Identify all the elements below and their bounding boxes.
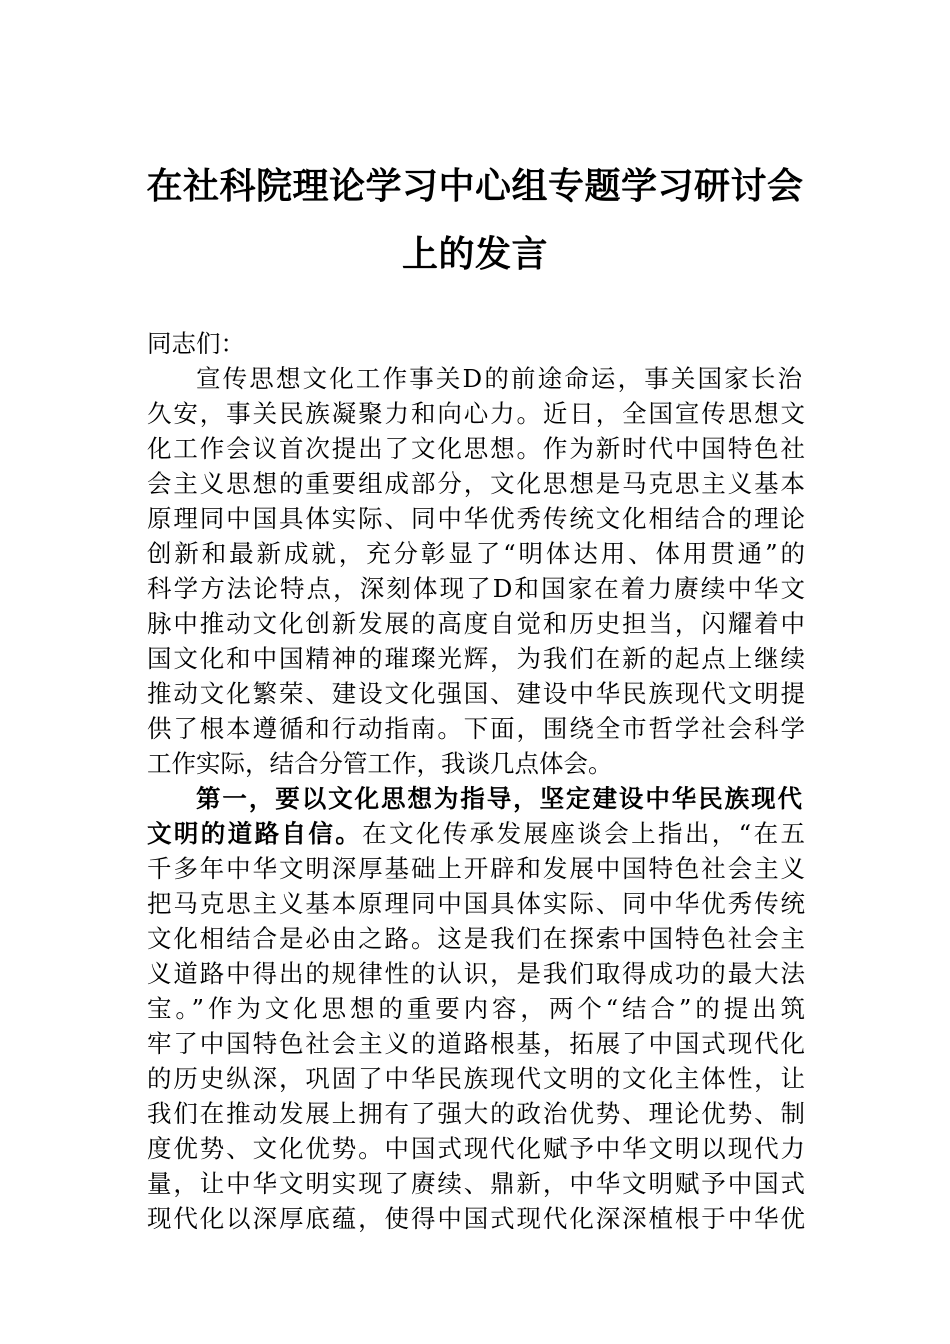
paragraph-1-line: 宣传思想文化工作事关D的前途命运，事关国家长治 bbox=[196, 364, 802, 393]
paragraph-1-line: 会主义思想的重要组成部分，文化思想是马克思主义基本 bbox=[147, 469, 805, 498]
paragraph-1-line: 推动文化繁荣、建设文化强国、建设中华民族现代文明提 bbox=[147, 679, 805, 708]
paragraph-2-heading-line-1: 第一，要以文化思想为指导，坚定建设中华民族现代 bbox=[196, 784, 802, 813]
paragraph-2-line: 牢了中国特色社会主义的道路根基，拓展了中国式现代化 bbox=[147, 1029, 805, 1058]
paragraph-1-line: 国文化和中国精神的璀璨光辉，为我们在新的起点上继续 bbox=[147, 644, 805, 673]
document-title-line-2: 上的发言 bbox=[401, 233, 548, 275]
paragraph-2-line: 的历史纵深，巩固了中华民族现代文明的文化主体性，让 bbox=[147, 1064, 805, 1093]
paragraph-1-line: 供了根本遵循和行动指南。下面，围绕全市哲学社会科学 bbox=[147, 714, 805, 743]
paragraph-2-line: 宝。”作为文化思想的重要内容，两个“结合”的提出筑 bbox=[147, 994, 805, 1023]
paragraph-2-line: 义道路中得出的规律性的认识，是我们取得成功的最大法 bbox=[147, 959, 805, 988]
paragraph-1-line: 化工作会议首次提出了文化思想。作为新时代中国特色社 bbox=[147, 434, 805, 463]
salutation: 同志们： bbox=[147, 329, 245, 358]
paragraph-2-line: 千多年中华文明深厚基础上开辟和发展中国特色社会主义 bbox=[147, 854, 805, 883]
document-title-line-1: 在社科院理论学习中心组专题学习研讨会 bbox=[146, 165, 804, 207]
paragraph-2-heading-bold: 文明的道路自信。 bbox=[147, 819, 363, 848]
paragraph-2-line: 我们在推动发展上拥有了强大的政治优势、理论优势、制 bbox=[147, 1099, 805, 1128]
paragraph-1-line: 科学方法论特点，深刻体现了D和国家在着力赓续中华文 bbox=[147, 574, 805, 603]
paragraph-2-line: 度优势、文化优势。中国式现代化赋予中华文明以现代力 bbox=[147, 1134, 805, 1163]
paragraph-1-line: 脉中推动文化创新发展的高度自觉和历史担当，闪耀着中 bbox=[147, 609, 805, 638]
paragraph-2-line: 量，让中华文明实现了赓续、鼎新，中华文明赋予中国式 bbox=[147, 1169, 805, 1198]
paragraph-2-line: 文化相结合是必由之路。这是我们在探索中国特色社会主 bbox=[147, 924, 805, 953]
paragraph-1-line: 创新和最新成就，充分彰显了“明体达用、体用贯通”的 bbox=[147, 539, 805, 568]
paragraph-1-line: 原理同中国具体实际、同中华优秀传统文化相结合的理论 bbox=[147, 504, 805, 533]
paragraph-1-line: 久安，事关民族凝聚力和向心力。近日，全国宣传思想文 bbox=[147, 399, 805, 428]
paragraph-2-line: 现代化以深厚底蕴，使得中国式现代化深深植根于中华优 bbox=[147, 1204, 805, 1233]
paragraph-1-line: 工作实际，结合分管工作，我谈几点体会。 bbox=[147, 749, 613, 778]
paragraph-2-line: 把马克思主义基本原理同中国具体实际、同中华优秀传统 bbox=[147, 889, 805, 918]
paragraph-2-heading-rest: 在文化传承发展座谈会上指出，“在五 bbox=[362, 819, 805, 848]
paragraph-2-heading-line-2 bbox=[147, 817, 805, 851]
